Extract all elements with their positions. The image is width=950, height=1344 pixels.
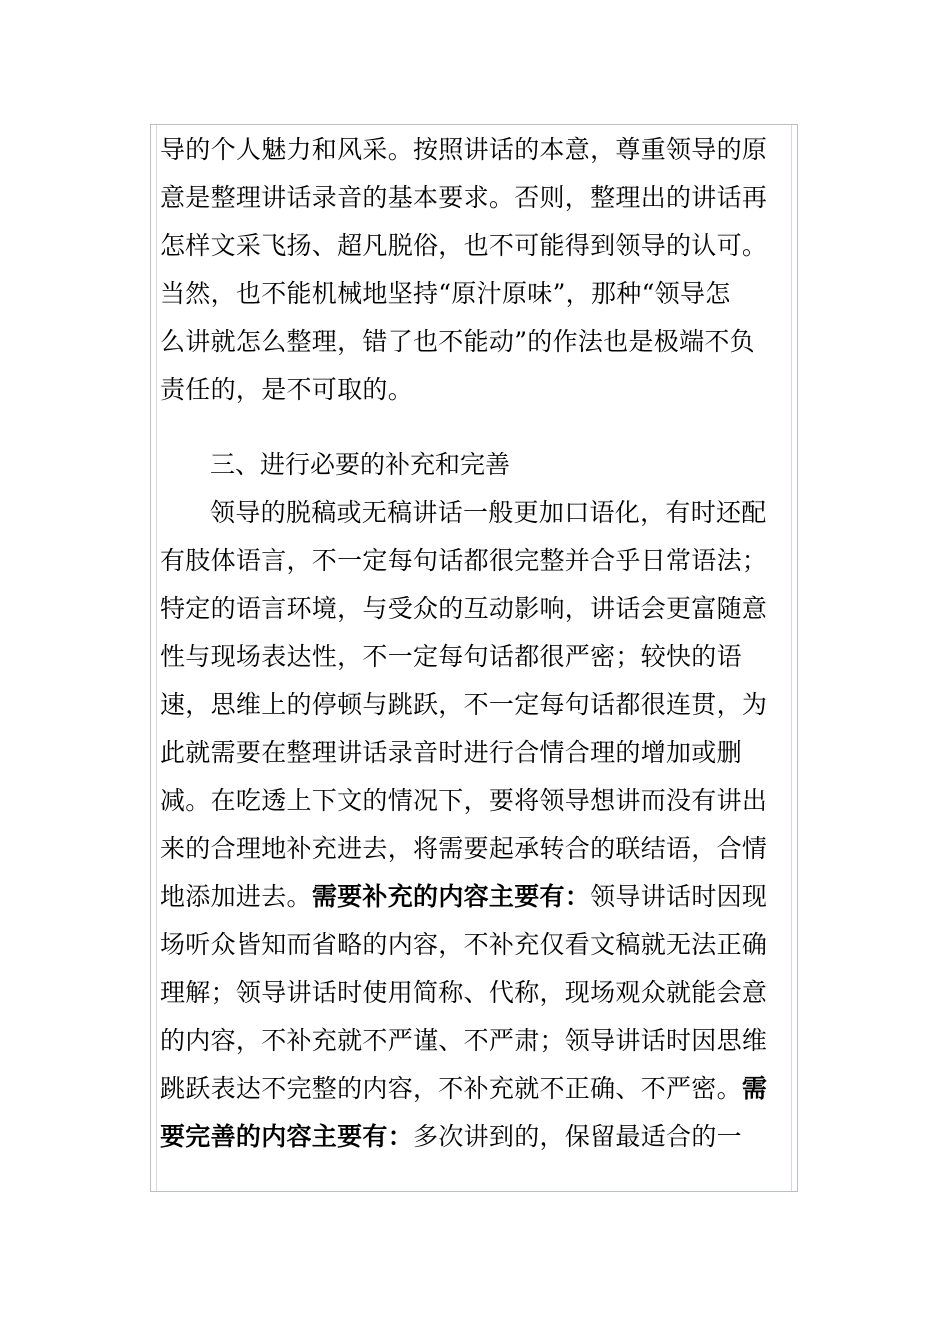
paragraph-2 [160,489,772,1161]
text-line [160,873,772,921]
text-line: 此就需要在整理讲话录音时进行合情合理的增加或删 [160,738,742,767]
text-line: 意是整理讲话录音的基本要求。否则，整理出的讲话再 [160,183,768,212]
bold-phrase: 需要补充的内容主要有： [311,882,591,911]
bold-phrase: 要完善的内容主要有： [160,1122,414,1151]
text-line [160,1065,772,1113]
document-body [160,126,772,1161]
text-run: 领导讲话时因现 [590,882,768,911]
bold-phrase: 需 [741,1074,768,1103]
text-line [160,1113,772,1161]
frame-right-margin-line [791,125,797,1191]
text-line: 速，思维上的停顿与跳跃，不一定每句话都很连贯，为 [160,690,768,719]
text-line: 性与现场表达性，不一定每句话都很严密；较快的语 [160,642,742,671]
text-line: 有肢体语言，不一定每句话都很完整并合乎日常语法； [160,546,768,575]
text-line: 导的个人魅力和风采。按照讲话的本意，尊重领导的原 [160,135,768,164]
text-line: 责任的，是不可取的。 [160,375,414,404]
text-line: 理解；领导讲话时使用简称、代称，现场观众就能会意 [160,978,768,1007]
text-line: 减。在吃透上下文的情况下，要将领导想讲而没有讲出 [160,786,768,815]
paragraph-gap [160,414,772,441]
text-line: 么讲就怎么整理，错了也不能动”的作法也是极端不负 [160,327,755,356]
frame-left-margin-line [151,125,157,1191]
text-run: 地添加进去。 [160,882,312,911]
text-line: 的内容，不补充就不严谨、不严肃；领导讲话时因思维 [160,1026,768,1055]
section-heading: 三、进行必要的补充和完善 [210,450,511,479]
text-line: 来的合理地补充进去，将需要起承转合的联结语，合情 [160,834,768,863]
text-line: 特定的语言环境，与受众的互动影响，讲话会更富随意 [160,594,768,623]
paragraph-1 [160,126,772,414]
text-line: 领导的脱稿或无稿讲话一般更加口语化，有时还配 [210,498,767,527]
text-line: 当然，也不能机械地坚持“原汁原味”，那种“领导怎 [160,279,731,308]
text-line: 场听众皆知而省略的内容，不补充仅看文稿就无法正确 [160,930,768,959]
text-line: 怎样文采飞扬、超凡脱俗，也不可能得到领导的认可。 [160,231,768,260]
text-run: 多次讲到的，保留最适合的一 [413,1122,742,1151]
text-run: 跳跃表达不完整的内容，不补充就不正确、不严密。 [160,1074,742,1103]
